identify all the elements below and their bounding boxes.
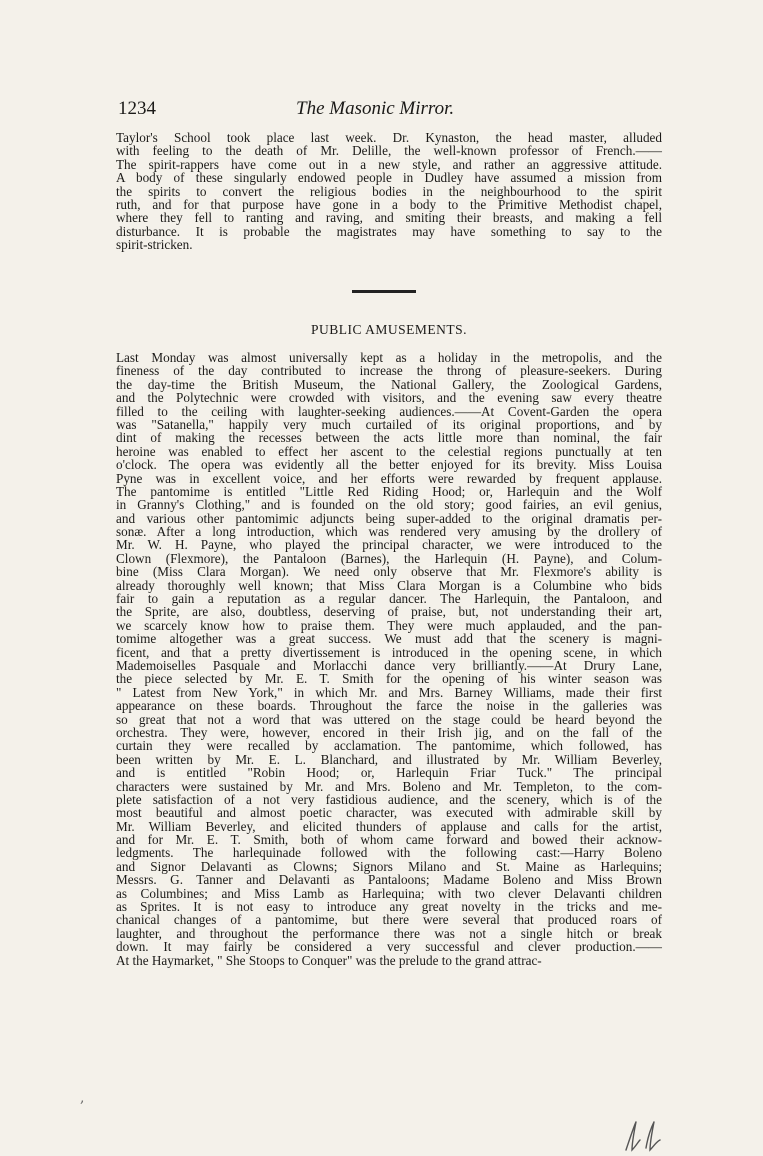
text-line: and various other pantomimic adjuncts being super-added to the original dramatis per- <box>116 510 662 526</box>
text-line: with feeling to the death of Mr. Delille, the well-known professor of French.—— <box>116 143 662 159</box>
intro-paragraph <box>116 131 662 252</box>
text-line: Mademoiselles Pasquale and Morlacchi dance very brilliantly.——At Drury Lane, <box>116 657 662 673</box>
text-line: we scarcely know how to praise them. They were much applauded, and the pan- <box>116 617 662 633</box>
margin-tick-mark: , <box>80 1090 85 1106</box>
handwritten-mark-icon <box>620 1118 680 1154</box>
text-line: spirit-stricken. <box>116 237 193 253</box>
text-line: The pantomime is entitled "Little Red Riding Hood; or, Harlequin and the Wolf <box>116 483 662 499</box>
text-line: and Signor Delavanti as Clowns; Signors Milano and St. Maine as Harlequins; <box>116 858 662 874</box>
text-line: bine (Miss Clara Morgan). We need only observe that Mr. Flexmore's ability is <box>116 564 662 580</box>
text-line: heroine was enabled to effect her ascent to the celestial regions punctually at ten <box>116 443 662 459</box>
running-title: The Masonic Mirror. <box>296 98 455 119</box>
text-line: ledgments. The harlequinade followed with the following cast:—Harry Boleno <box>116 845 662 861</box>
text-line: A body of these singularly endowed people in Dudley have assumed a mission from <box>116 170 662 186</box>
text-line: down. It may fairly be considered a very successful and clever production.—— <box>116 939 662 955</box>
text-line: The spirit-rappers have come out in a new style, and rather an aggressive attitude. <box>116 156 662 172</box>
text-line: curtain they were recalled by acclamation. The pantomime, which followed, has <box>116 738 662 754</box>
text-line: appearance on these boards. Throughout the farce the noise in the galleries was <box>116 698 662 714</box>
text-line: and is entitled "Robin Hood; or, Harlequin Friar Tuck." The principal <box>116 765 662 781</box>
section-title: PUBLIC AMUSEMENTS. <box>310 322 468 337</box>
page-number: 1234 <box>118 98 156 119</box>
text-line: At the Haymarket, " She Stoops to Conquer" was the prelude to the grand attrac- <box>116 952 542 968</box>
text-line: fair to gain a reputation as a regular dancer. The Harlequin, the Pantaloon, and <box>116 591 662 607</box>
text-line: characters were sustained by Mr. and Mrs. Boleno and Mr. Templeton, to the com- <box>116 778 662 794</box>
text-line: was "Satanella," happily very much curtailed of its original proportions, and by <box>116 416 662 432</box>
article-body <box>116 351 662 967</box>
text-line: Taylor's School took place last week. Dr. Kynaston, the head master, alluded <box>116 130 662 145</box>
text-line: the day-time the British Museum, the National Gallery, the Zoological Gardens, <box>116 376 662 392</box>
text-line: where they fell to ranting and raving, and smiting their breasts, and making a fell <box>116 210 662 226</box>
text-line: dint of making the recesses between the acts little more than nominal, the fair <box>116 430 662 446</box>
text-line: been written by Mr. E. L. Blanchard, and illustrated by Mr. William Beverley, <box>116 751 662 767</box>
text-line: the spirits to convert the religious bodies in the neighbourhood to the spirit <box>116 183 662 199</box>
text-line: laughter, and throughout the performance there was not a single hitch or break <box>116 925 662 941</box>
text-line: so great that not a word that was uttered on the stage could be heard beyond the <box>116 711 662 727</box>
text-line: disturbance. It is probable the magistrates may have something to say to the <box>116 223 662 239</box>
page-header <box>118 98 658 122</box>
text-line: Last Monday was almost universally kept as a holiday in the metropolis, and the <box>116 350 662 365</box>
text-line: most beautiful and almost poetic character, was executed with admirable skill by <box>116 805 662 821</box>
text-line: sonæ. After a long introduction, which was rendered very amusing by the drollery of <box>116 524 662 540</box>
text-line: chanical changes of a pantomime, but there were several that produced roars of <box>116 912 662 928</box>
text-line: the piece selected by Mr. E. T. Smith for the opening of his winter season was <box>116 671 662 687</box>
text-line: and the Polytechnic were crowded with visitors, and the evening saw every theatre <box>116 390 662 406</box>
text-line: tomime altogether was a great success. We must add that the scenery is magni- <box>116 631 662 647</box>
text-line: Mr. W. H. Payne, who played the principal character, we were introduced to the <box>116 537 662 553</box>
text-line: as Sprites. It is not easy to introduce any great novelty in the tricks and me- <box>116 899 662 915</box>
text-line: Mr. William Beverley, and elicited thunders of applause and calls for the artist, <box>116 818 662 834</box>
text-line: already thoroughly well known; that Miss Clara Morgan is a Columbine who bids <box>116 577 662 593</box>
section-divider <box>352 290 416 293</box>
text-line: ficent, and that a pretty divertissement is introduced in the opening scene, in which <box>116 644 662 660</box>
text-line: Messrs. G. Tanner and Delavanti as Pantaloons; Madame Boleno and Miss Brown <box>116 872 662 888</box>
text-line: Pyne was in excellent voice, and her efforts were rewarded by frequent applause. <box>116 470 662 486</box>
text-line: filled to the ceiling with laughter-seeking audiences.——At Covent-Garden the opera <box>116 403 662 419</box>
text-line: o'clock. The opera was evidently all the better enjoyed for its brevity. Miss Louisa <box>116 457 662 473</box>
text-line: " Latest from New York," in which Mr. and Mrs. Barney Williams, made their first <box>116 684 662 700</box>
text-line: Clown (Flexmore), the Pantaloon (Barnes), the Harlequin (H. Payne), and Colum- <box>116 550 662 566</box>
text-line: ruth, and for that purpose have gone in a body to the Primitive Methodist chapel, <box>116 196 662 212</box>
text-line: and for Mr. E. T. Smith, both of whom came forward and bowed their acknow- <box>116 832 662 848</box>
text-line: the Sprite, are also, doubtless, deserving of praise, but, not understanding their art, <box>116 604 662 620</box>
text-line: as Columbines; and Miss Lamb as Harlequina; with two clever Delavanti children <box>116 885 662 901</box>
text-line: fineness of the day contributed to increase the throng of pleasure-seekers. During <box>116 363 662 379</box>
text-line: in Granny's Clothing," and is founded on the old story; good fairies, an evil genius, <box>116 497 662 513</box>
text-line: orchestra. They were, however, encored in their Irish jig, and on the fall of the <box>116 724 662 740</box>
text-line: plete satisfaction of a not very fastidious audience, and the scenery, which is of the <box>116 791 662 807</box>
